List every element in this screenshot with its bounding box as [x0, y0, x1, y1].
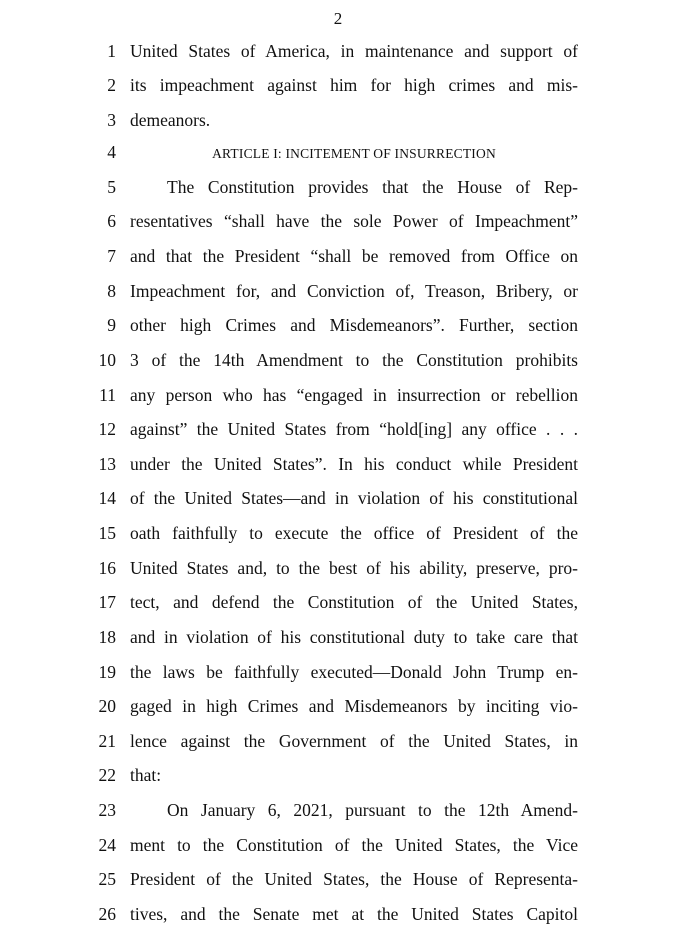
line-number: 11	[99, 385, 116, 405]
text-line	[0, 868, 694, 902]
line-text: of the United States—and in violation of his constitutional	[130, 488, 578, 508]
line-text: that:	[130, 765, 162, 785]
line-number: 3	[107, 110, 116, 130]
text-line	[0, 109, 694, 143]
line-number: 15	[98, 523, 116, 543]
text-line	[0, 764, 694, 798]
line-number: 13	[98, 454, 116, 474]
text-line	[0, 695, 694, 729]
line-number: 16	[98, 558, 116, 578]
line-text: gaged in high Crimes and Misdemeanors by inciting vio-	[130, 696, 578, 716]
line-number: 22	[98, 765, 116, 785]
line-number: 18	[98, 627, 116, 647]
text-line	[0, 453, 694, 487]
line-text: United States and, to the best of his ability, preserve, pro-	[130, 558, 578, 578]
line-text: lence against the Government of the United States, in	[130, 731, 578, 751]
line-text: and in violation of his constitutional duty to take care that	[130, 627, 578, 647]
line-text: the laws be faithfully executed—Donald John Trump en-	[130, 662, 578, 682]
line-number: 4	[107, 142, 116, 162]
line-number: 5	[107, 177, 116, 197]
line-number: 23	[98, 800, 116, 820]
line-number: 6	[107, 211, 116, 231]
text-line	[0, 557, 694, 591]
line-number: 21	[98, 731, 116, 751]
line-text: under the United States”. In his conduct while President	[130, 454, 578, 474]
line-number: 10	[98, 350, 116, 370]
line-text: resentatives “shall have the sole Power of Impeachment”	[130, 211, 578, 231]
line-number: 19	[98, 662, 116, 682]
line-text: its impeachment against him for high crimes and mis-	[130, 75, 578, 95]
line-text: and that the President “shall be removed from Office on	[130, 246, 578, 266]
line-text: any person who has “engaged in insurrection or rebellion	[130, 385, 578, 405]
line-text: President of the United States, the House of Representa-	[130, 869, 578, 889]
text-line	[0, 903, 694, 937]
line-number: 1	[107, 41, 116, 61]
line-text: demeanors.	[130, 110, 211, 130]
text-line	[0, 522, 694, 556]
page-number: 2	[333, 9, 343, 28]
article-heading: ARTICLE I: INCITEMENT OF INSURRECTION	[212, 146, 496, 161]
line-number: 8	[107, 281, 116, 301]
text-line	[0, 834, 694, 868]
line-text: On January 6, 2021, pursuant to the 12th Amend-	[167, 800, 578, 820]
text-line	[0, 730, 694, 764]
text-line	[0, 74, 694, 108]
line-text: oath faithfully to execute the office of President of the	[130, 523, 578, 543]
text-line	[0, 661, 694, 695]
line-number: 2	[107, 75, 116, 95]
text-line	[0, 314, 694, 348]
line-number: 24	[98, 835, 116, 855]
text-line	[0, 40, 694, 74]
text-line	[0, 591, 694, 625]
line-text: ment to the Constitution of the United States, the Vice	[130, 835, 578, 855]
line-number: 20	[98, 696, 116, 716]
text-line	[0, 384, 694, 418]
text-line	[0, 487, 694, 521]
line-number: 17	[98, 592, 116, 612]
line-text: against” the United States from “hold[ing] any office . . .	[130, 419, 578, 439]
line-number: 7	[107, 246, 116, 266]
line-text: tect, and defend the Constitution of the United States,	[130, 592, 578, 612]
line-number: 12	[98, 419, 116, 439]
text-line	[0, 349, 694, 383]
line-text: tives, and the Senate met at the United States Capitol	[130, 904, 578, 924]
article-heading-line	[0, 141, 694, 175]
line-text: The Constitution provides that the House of Rep-	[167, 177, 578, 197]
line-text: 3 of the 14th Amendment to the Constitution prohibits	[130, 350, 578, 370]
text-line	[0, 176, 694, 210]
text-line	[0, 418, 694, 452]
line-text: United States of America, in maintenance and support of	[130, 41, 578, 61]
text-line	[0, 626, 694, 660]
line-number: 25	[98, 869, 116, 889]
line-number: 9	[107, 315, 116, 335]
line-text: Impeachment for, and Conviction of, Treason, Bribery, or	[130, 281, 578, 301]
text-line	[0, 210, 694, 244]
text-line	[0, 280, 694, 314]
line-text: other high Crimes and Misdemeanors”. Further, section	[130, 315, 578, 335]
line-number: 14	[98, 488, 116, 508]
text-line	[0, 799, 694, 833]
line-number: 26	[98, 904, 116, 924]
text-line	[0, 245, 694, 279]
